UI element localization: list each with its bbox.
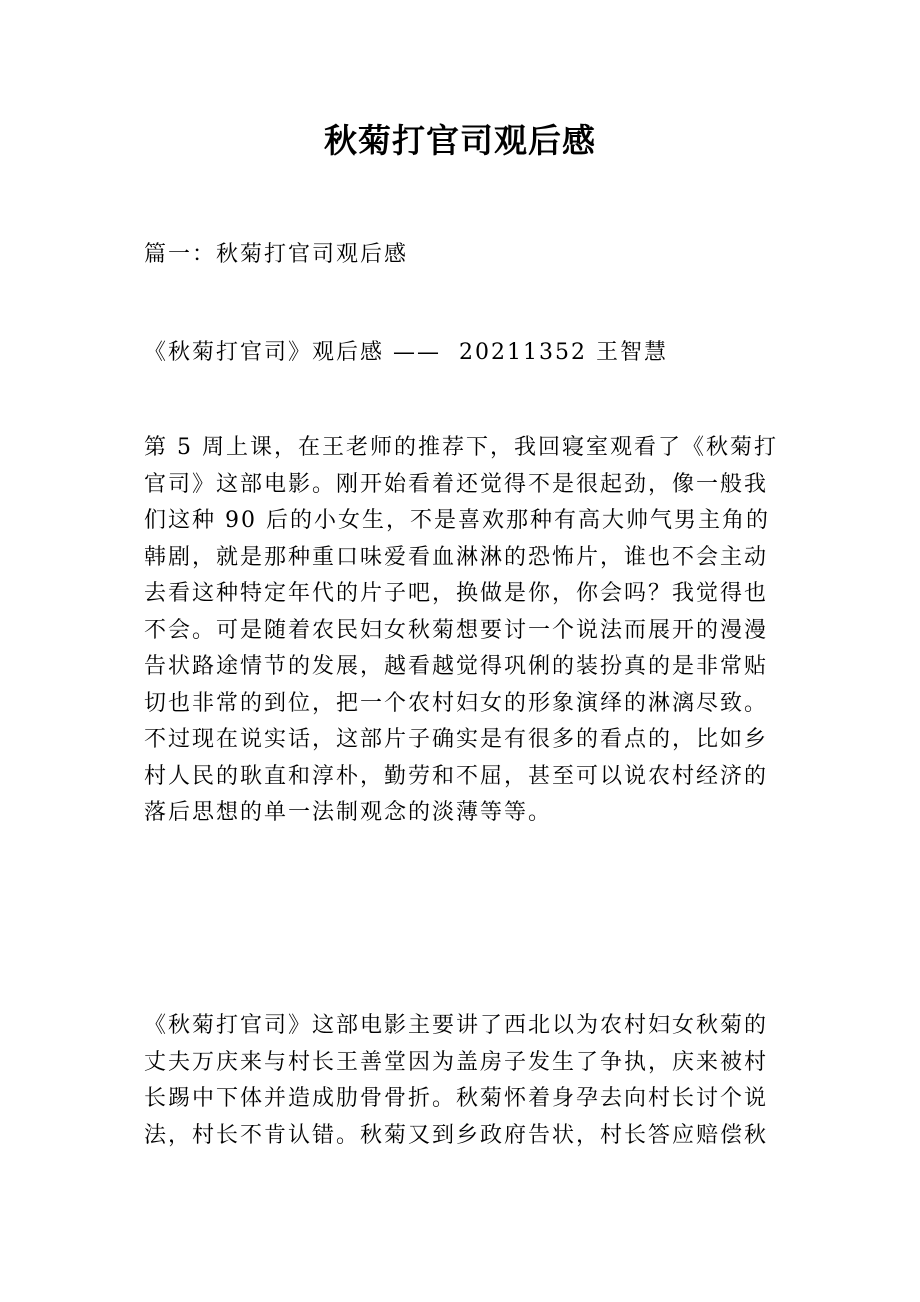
paragraph-line: 们这种 90 后的小女生，不是喜欢那种有高大帅气男主角的 bbox=[144, 508, 770, 533]
paragraph-line: 去看这种特定年代的片子吧，换做是你，你会吗？我觉得也 bbox=[144, 581, 769, 606]
paragraph-1 bbox=[144, 430, 794, 832]
paragraph-line: 落后思想的单一法制观念的淡薄等等。 bbox=[144, 800, 553, 825]
paragraph-line: 切也非常的到位，把一个农村妇女的形象演绎的淋漓尽致。 bbox=[144, 690, 769, 716]
paragraph-line: 长踢中下体并造成肋骨骨折。秋菊怀着身孕去向村长讨个说 bbox=[144, 1086, 769, 1111]
paragraph-line: 《秋菊打官司》这部电影主要讲了西北以为农村妇女秋菊的 bbox=[144, 1013, 769, 1038]
paragraph-line: 韩剧，就是那种重口味爱看血淋淋的恐怖片，谁也不会主动 bbox=[144, 544, 769, 570]
paragraph-line: 告状路途情节的发展，越看越觉得巩俐的装扮真的是非常贴 bbox=[144, 654, 769, 679]
paragraph-line: 官司》这部电影。刚开始看着还觉得不是很起劲，像一般我 bbox=[144, 471, 769, 497]
paragraph-line: 丈夫万庆来与村长王善堂因为盖房子发生了争执，庆来被村 bbox=[144, 1049, 769, 1075]
paragraph-line: 村人民的耿直和淳朴，勤劳和不屈，甚至可以说农村经济的 bbox=[144, 763, 769, 789]
section-heading: 篇一：秋菊打官司观后感 bbox=[144, 242, 409, 267]
paragraph-line: 法，村长不肯认错。秋菊又到乡政府告状，村长答应赔偿秋 bbox=[144, 1122, 769, 1148]
paragraph-line: 第 5 周上课，在王老师的推荐下，我回寝室观看了《秋菊打 bbox=[144, 435, 778, 460]
paragraph-2 bbox=[144, 1008, 794, 1154]
paragraph-line: 不过现在说实话，这部片子确实是有很多的看点的，比如乡 bbox=[144, 727, 769, 752]
paragraph-line: 不会。可是随着农民妇女秋菊想要讨一个说法而展开的漫漫 bbox=[144, 617, 769, 643]
document-title: 秋菊打官司观后感 bbox=[324, 121, 596, 160]
essay-subtitle: 《秋菊打官司》观后感 —— 20211352 王智慧 bbox=[144, 340, 668, 365]
